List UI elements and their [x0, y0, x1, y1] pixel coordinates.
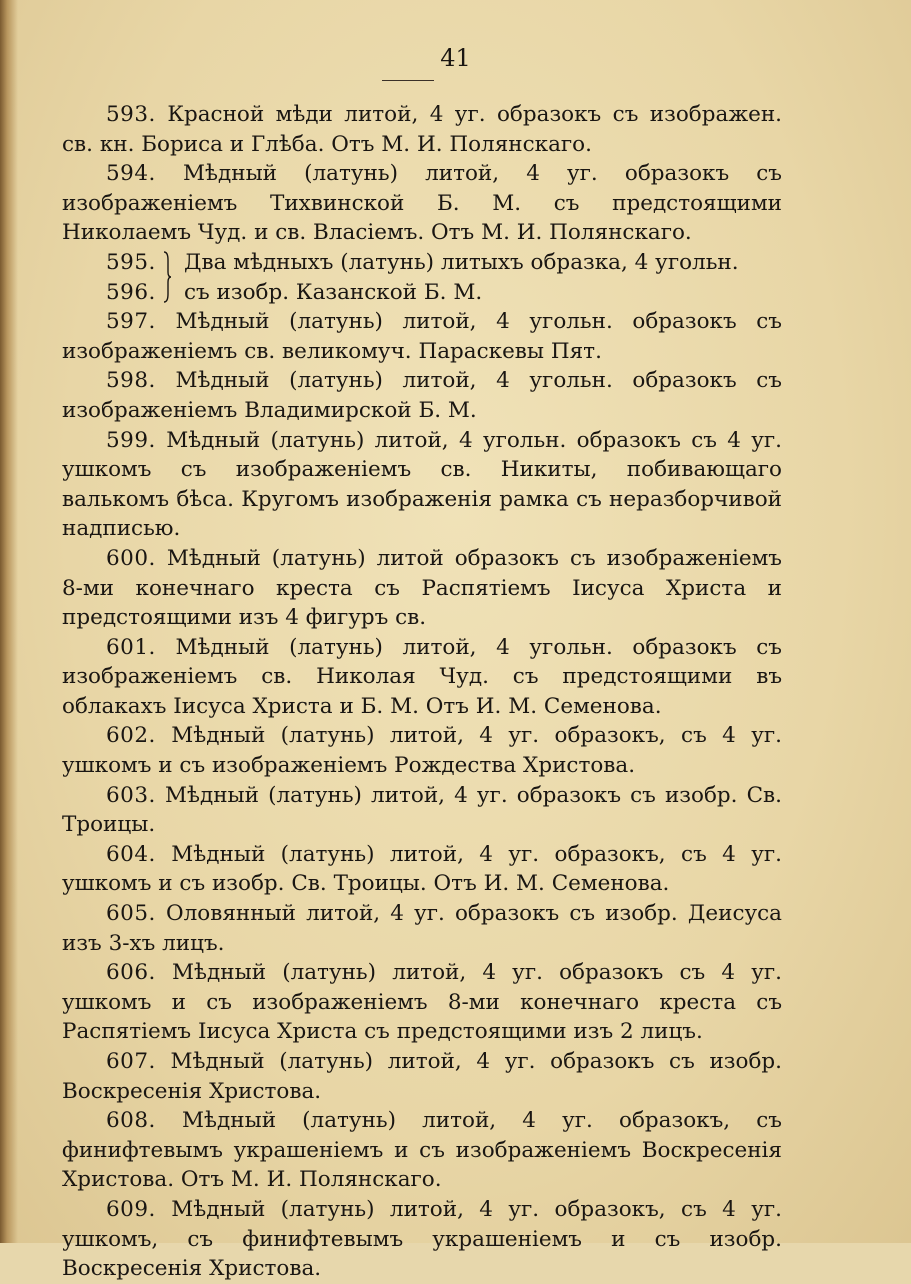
catalog-entry [62, 1106, 782, 1195]
catalog-entry [62, 633, 782, 722]
entry-text: Мѣдный (латунь) литой, 4 уг. образокъ, съ 4 уг. ушкомъ, съ финифтевымъ украшеніемъ и съ изобр. Воскресенія Христова. [62, 1196, 782, 1282]
entry-text: Мѣдный (латунь) литой, 4 уг. образокъ, съ 4 уг. ушкомъ и съ изображеніемъ Рождества Христова. [62, 723, 782, 779]
catalog-entry [62, 899, 782, 958]
brace-icon [162, 250, 172, 304]
catalog-entry [62, 159, 782, 248]
entry-number: 600. [106, 545, 156, 571]
entry-text: Мѣдный (латунь) литой, 4 уг. образокъ, съ финифтевымъ украшеніемъ и съ изображеніемъ Воскресенія Христова. Отъ М. И. Полянскаго. [62, 1108, 782, 1193]
entry-number: 598. [106, 368, 156, 394]
entry-number: 609. [106, 1196, 156, 1222]
entry-text: Оловянный литой, 4 уг. образокъ съ изобр. Деисуса изъ 3-хъ лицъ. [62, 901, 782, 956]
entry-text: Мѣдный (латунь) литой, 4 уг. образокъ съ изобр. Воскресенія Христова. [62, 1049, 782, 1104]
combined-entry [62, 248, 782, 307]
catalog-entry [62, 1047, 782, 1106]
catalog-entry [62, 721, 782, 780]
page-number-rule [382, 80, 434, 81]
entry-text: Красной мѣди литой, 4 уг. образокъ съ изображен. св. кн. Бориса и Глѣба. Отъ М. И. Полянскаго. [62, 102, 782, 157]
entry-text: Мѣдный (латунь) литой образокъ съ изображеніемъ 8-ми конечнаго креста съ Распятіемъ Іисуса Христа и предстоящими изъ 4 фигуръ св. [62, 545, 782, 631]
entry-number: 599. [106, 427, 156, 453]
entry-number: 597. [106, 309, 156, 335]
entry-text: Мѣдный (латунь) литой, 4 уг. образокъ, съ 4 уг. ушкомъ и съ изобр. Св. Троицы. Отъ И. М. Семенова. [62, 841, 782, 897]
catalog-entry [62, 426, 782, 544]
entry-text: съ изобр. Казанской Б. М. [184, 279, 483, 305]
entry-text: Мѣдный (латунь) литой, 4 угольн. образокъ съ 4 уг. ушкомъ съ изображеніемъ св. Никиты, побивающаго валькомъ бѣса. Кругомъ изображенія рамка съ неразборчивой надписью. [62, 427, 782, 542]
catalog-entry [62, 1195, 782, 1284]
entry-number: 604. [106, 841, 156, 867]
entry-text: Мѣдный (латунь) литой, 4 угольн. образокъ съ изображеніемъ св. великомуч. Параскевы Пят. [62, 309, 782, 364]
catalog-entry [62, 307, 782, 366]
catalog-entry [62, 100, 782, 159]
entry-text: Два мѣдныхъ (латунь) литыхъ образка, 4 угольн. [184, 249, 739, 275]
entry-text: Мѣдный (латунь) литой, 4 угольн. образокъ съ изображеніемъ Владимирской Б. М. [62, 368, 782, 423]
entry-number: 593. [106, 102, 156, 127]
entry-number: 602. [106, 723, 156, 749]
entry-number: 595. [106, 249, 156, 275]
entry-text: Мѣдный (латунь) литой, 4 уг. образокъ съ изображеніемъ Тихвинской Б. М. съ предстоящими Николаемъ Чуд. и св. Власіемъ. Отъ М. И. Полянскаго. [62, 161, 782, 246]
catalog-entry [62, 958, 782, 1047]
catalog-text [62, 100, 782, 1284]
entry-number: 607. [106, 1049, 156, 1074]
catalog-entry [62, 544, 782, 633]
entry-number: 601. [106, 634, 156, 660]
catalog-entry [62, 840, 782, 899]
entry-number: 608. [106, 1108, 156, 1134]
entry-number: 606. [106, 960, 156, 986]
entry-text: Мѣдный (латунь) литой, 4 угольн. образокъ съ изображеніемъ св. Николая Чуд. съ предстоящими въ облакахъ Іисуса Христа и Б. М. Отъ И. М. Семенова. [62, 634, 782, 719]
entry-number: 596. [106, 279, 156, 305]
catalog-entry [62, 781, 782, 840]
entry-number: 605. [106, 901, 156, 927]
entry-number: 594. [106, 161, 156, 187]
entry-text: Мѣдный (латунь) литой, 4 уг. образокъ съ изобр. Св. Троицы. [62, 782, 782, 838]
catalog-entry [62, 366, 782, 425]
page-number: 41 [440, 44, 471, 72]
entry-text: Мѣдный (латунь) литой, 4 уг. образокъ съ 4 уг. ушкомъ и съ изображеніемъ 8-ми конечнаго креста съ Распятіемъ Іисуса Христа съ предстоящими изъ 2 лицъ. [62, 960, 782, 1045]
entry-number: 603. [106, 782, 156, 808]
